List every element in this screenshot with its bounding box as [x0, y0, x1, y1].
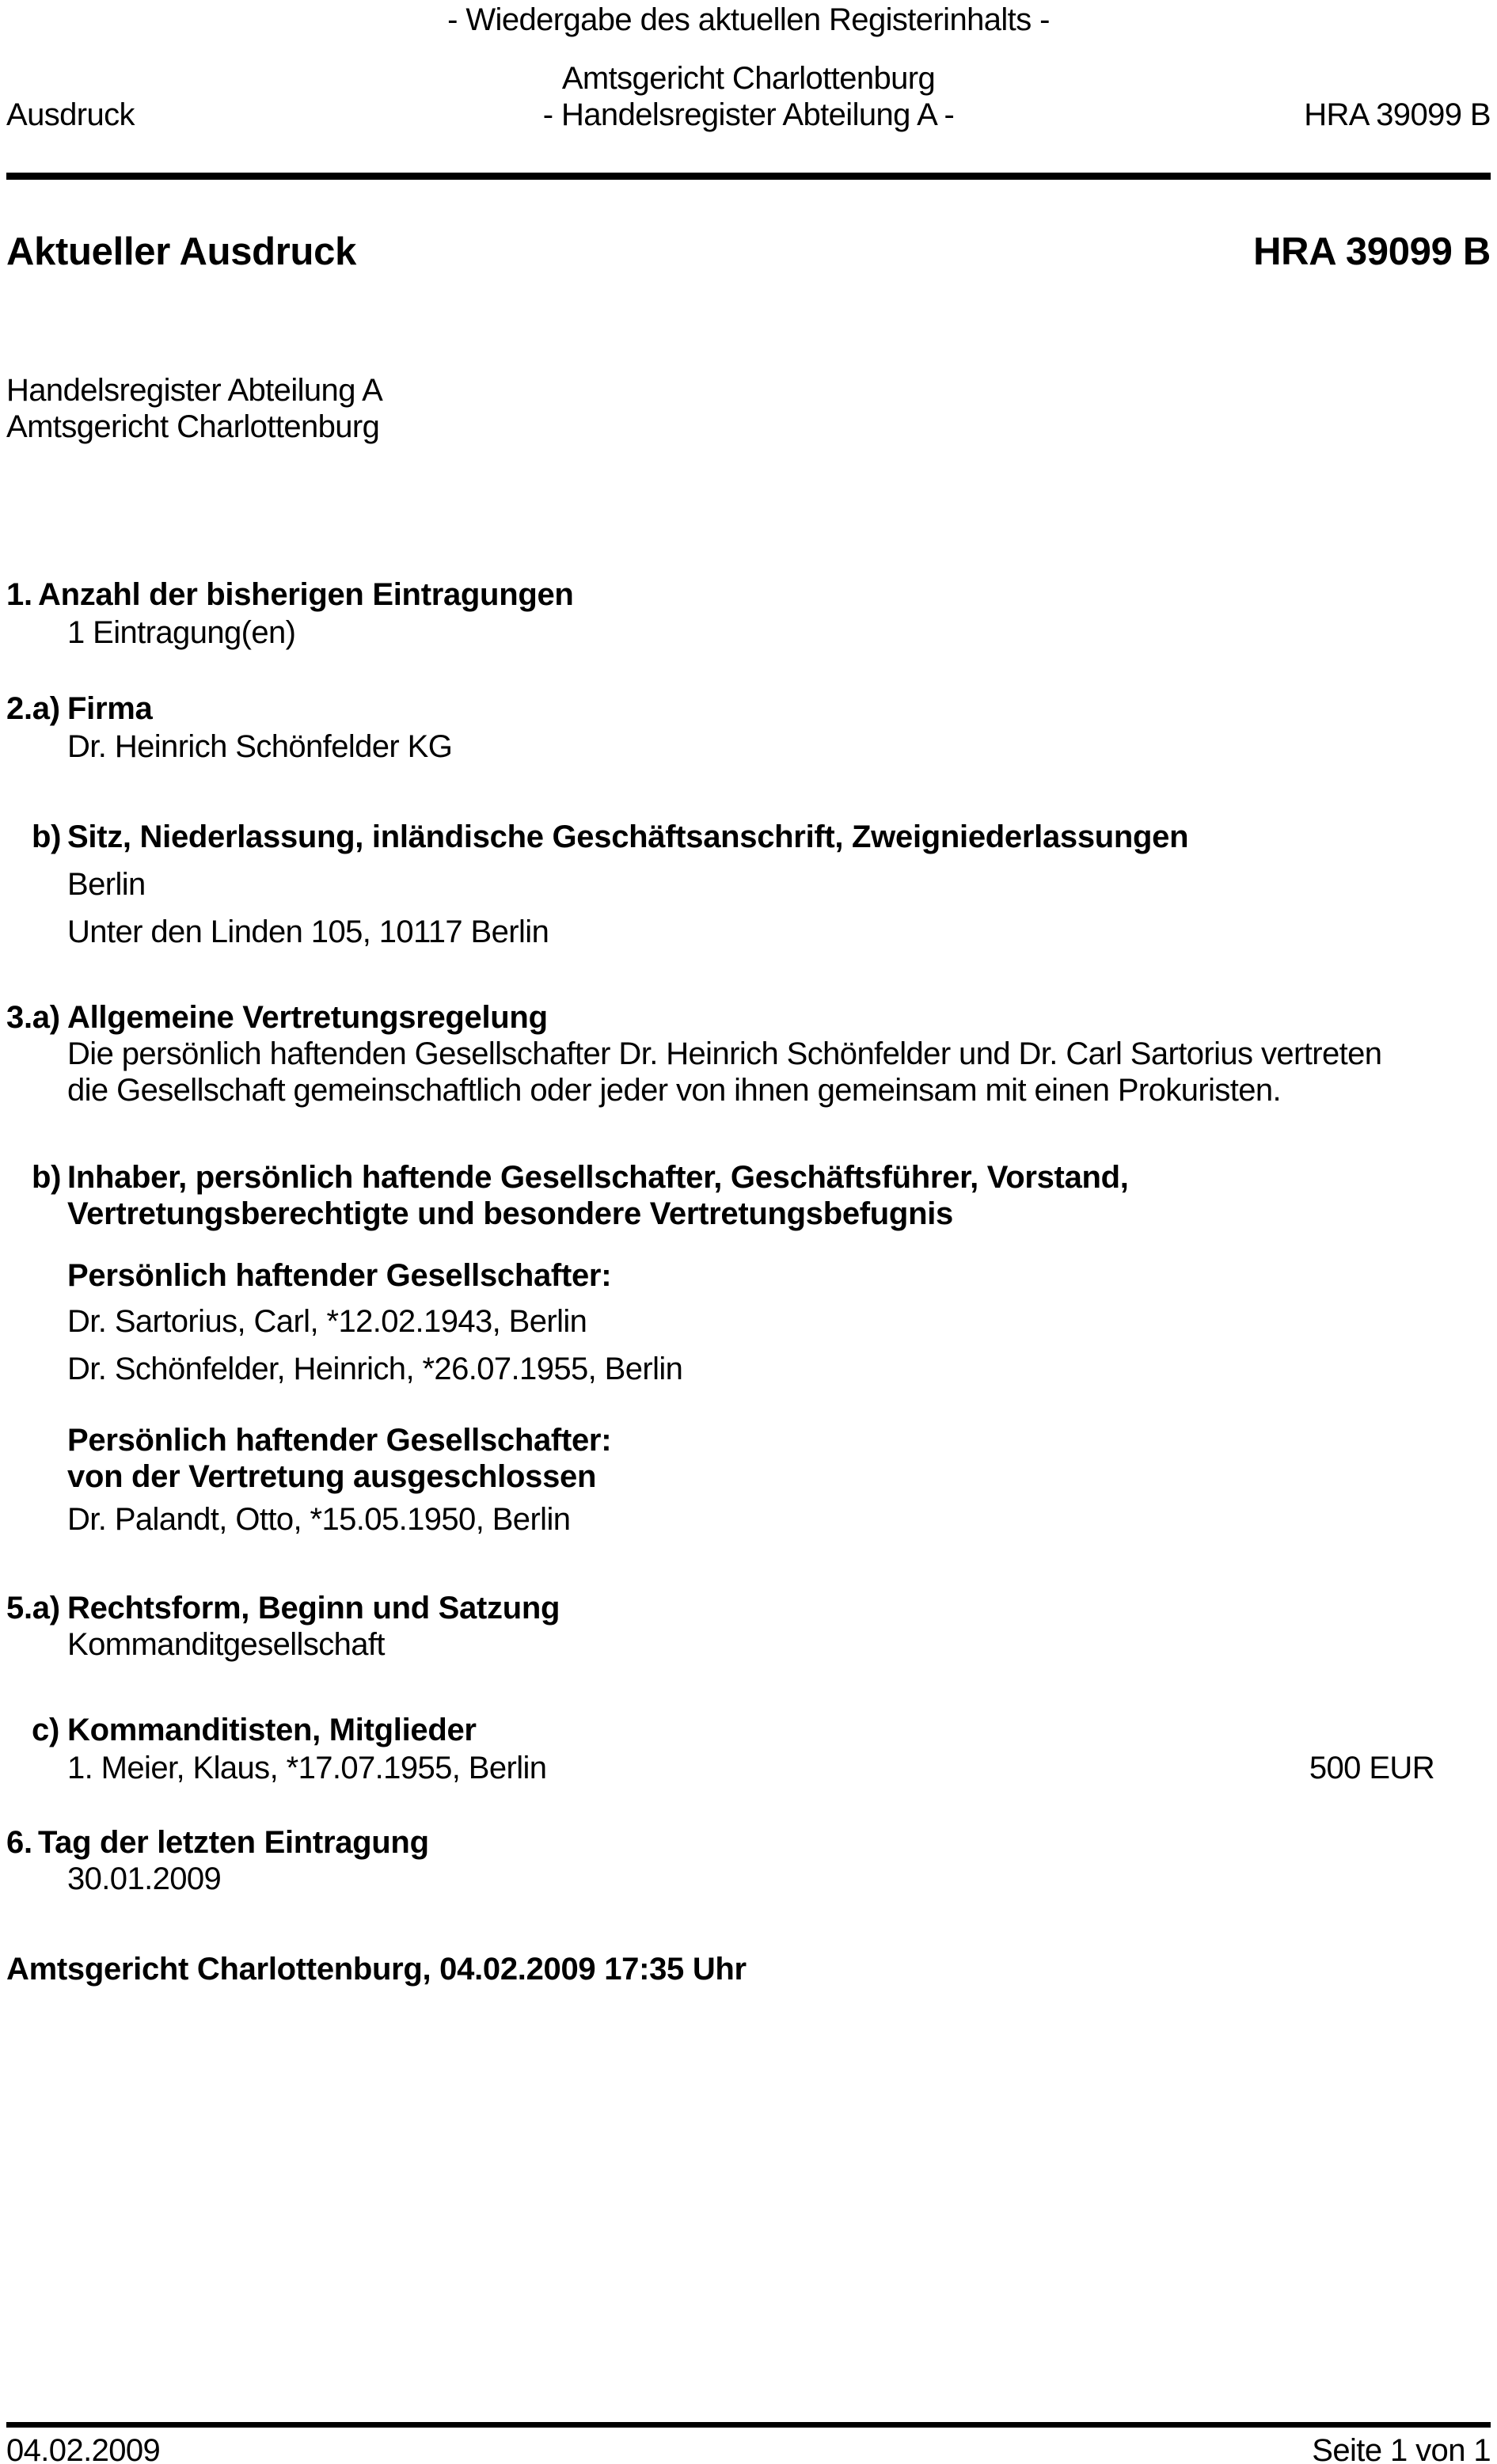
partner-entry: Dr. Schönfelder, Heinrich, *26.07.1955, Berlin [67, 1352, 683, 1386]
header-doc-type: Ausdruck [6, 97, 135, 132]
partner-group2-label-line1: Persönlich haftender Gesellschafter: [67, 1423, 612, 1458]
section-3a-text-line2: die Gesellschaft gemeinschaftlich oder jeder von ihnen gemeinsam mit einen Prokuristen. [67, 1073, 1282, 1108]
section-6-number: 6. [6, 1825, 32, 1860]
section-5c-heading [32, 1712, 477, 1748]
header-notice: - Wiedergabe des aktuellen Registerinhalts - [447, 2, 1050, 37]
section-2a-heading [6, 690, 152, 727]
section-3b-title-line1: Inhaber, persönlich haftende Gesellschafter, Geschäftsführer, Vorstand, [67, 1160, 1129, 1195]
title-register-number: HRA 39099 B [1253, 230, 1491, 273]
section-5a-heading [6, 1590, 560, 1626]
footer-date: 04.02.2009 [6, 2433, 161, 2464]
header-divider-rule [6, 173, 1491, 180]
header-court: Amtsgericht Charlottenburg [561, 61, 936, 96]
partner-group1-label: Persönlich haftender Gesellschafter: [67, 1258, 612, 1293]
section-1-title: Anzahl der bisherigen Eintragungen [38, 577, 574, 612]
section-3b-heading-line1 [32, 1159, 1129, 1196]
section-6-heading [6, 1824, 429, 1861]
page-title: Aktueller Ausdruck [6, 230, 357, 273]
partner-entry: Dr. Sartorius, Carl, *12.02.1943, Berlin [67, 1304, 587, 1339]
section-1-heading [6, 576, 574, 613]
section-3a-text-line1: Die persönlich haftenden Gesellschafter Dr. Heinrich Schönfelder und Dr. Carl Sartorius vertreten [67, 1036, 1382, 1071]
section-2a-title: Firma [67, 691, 153, 726]
section-3a-heading [6, 999, 548, 1036]
section-6-title: Tag der letzten Eintragung [38, 1825, 429, 1860]
section-5a-number: 5.a) [6, 1591, 60, 1626]
footer-page-info: Seite 1 von 1 [1312, 2433, 1491, 2464]
partner-entry: Dr. Palandt, Otto, *15.05.1950, Berlin [67, 1502, 571, 1537]
section-5a-title: Rechtsform, Beginn und Satzung [67, 1591, 560, 1626]
partner-group2-label-line2: von der Vertretung ausgeschlossen [67, 1459, 597, 1494]
section-2b-seat: Berlin [67, 867, 146, 902]
limited-partner-amount: 500 EUR [1309, 1751, 1434, 1785]
section-5c-number: c) [32, 1713, 59, 1747]
section-2b-address: Unter den Linden 105, 10117 Berlin [67, 914, 549, 949]
section-5c-title: Kommanditisten, Mitglieder [67, 1713, 477, 1747]
section-3a-title: Allgemeine Vertretungsregelung [67, 1000, 548, 1035]
section-1-value: 1 Eintragung(en) [67, 615, 296, 650]
title-court: Amtsgericht Charlottenburg [6, 409, 380, 444]
section-2b-title: Sitz, Niederlassung, inländische Geschäftsanschrift, Zweigniederlassungen [67, 819, 1189, 854]
section-1-number: 1. [6, 577, 32, 612]
issued-line: Amtsgericht Charlottenburg, 04.02.2009 17:35 Uhr [6, 1952, 747, 1987]
section-6-value: 30.01.2009 [67, 1861, 222, 1896]
title-register: Handelsregister Abteilung A [6, 373, 383, 408]
section-2b-number: b) [32, 819, 62, 854]
limited-partner-entry: 1. Meier, Klaus, *17.07.1955, Berlin [67, 1751, 547, 1785]
footer-divider-rule [6, 2422, 1491, 2428]
section-5a-value: Kommanditgesellschaft [67, 1627, 385, 1662]
section-3b-heading-line2: Vertretungsberechtigte und besondere Vertretungsbefugnis [67, 1196, 953, 1231]
header-register-number: HRA 39099 B [1304, 97, 1491, 132]
section-2b-heading [32, 819, 1188, 855]
section-3b-number: b) [32, 1160, 62, 1195]
section-2a-number: 2.a) [6, 691, 60, 726]
section-2a-value: Dr. Heinrich Schönfelder KG [67, 729, 453, 764]
section-3a-number: 3.a) [6, 1000, 60, 1035]
header-register-section: - Handelsregister Abteilung A - [542, 97, 955, 132]
